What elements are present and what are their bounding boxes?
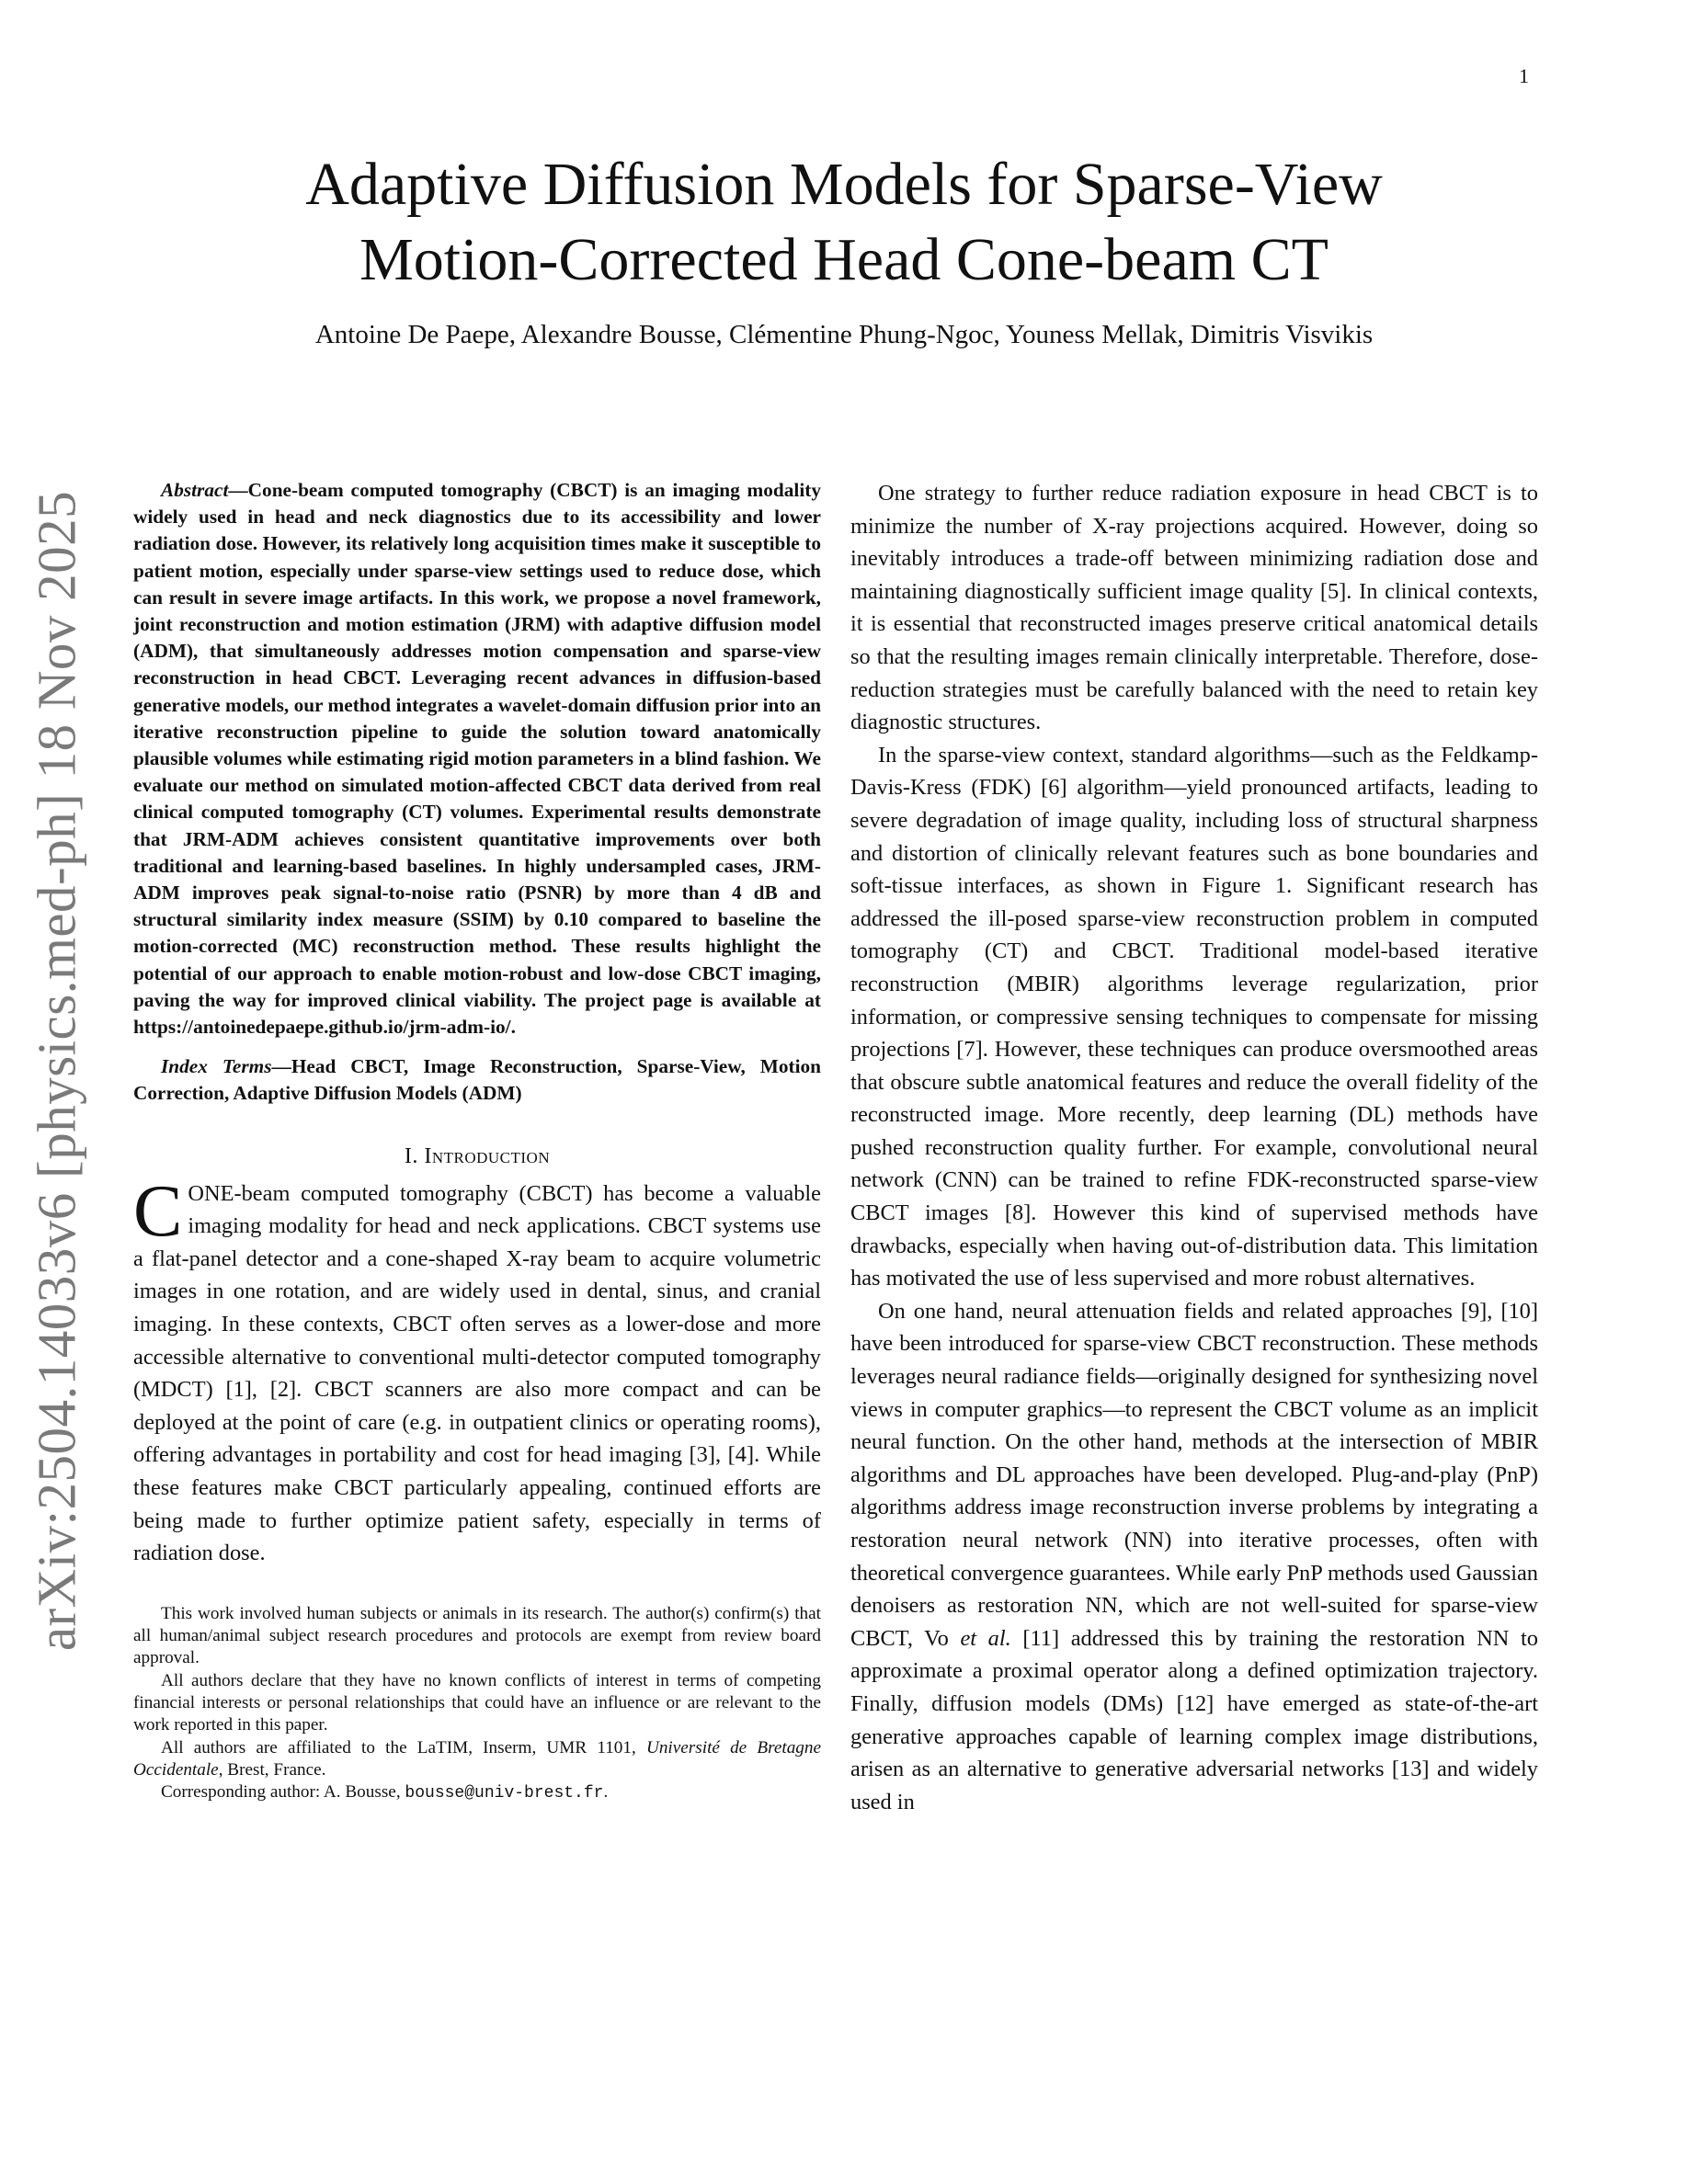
related-methods-text-a: On one hand, neural attenuation fields and related approaches [9], [10] have been introduced for sparse-view CBCT reconstruction. These methods leverages neural radiance fields—originally designed for synthesizing novel views in computer graphics—to represent the CBCT volume as an implicit neural function. On the other hand, methods at the intersection of MBIR algorithms and DL approaches have been developed. Plug-and-play (PnP) algorithms address image reconstruction inverse problems by integrating a restoration neural network (NN) into iterative processes, often with theoretical convergence guarantees. While early PnP methods used Gaussian denoisers as restoration NN, which are not well-suited for sparse-view CBCT, Vo	[850, 1298, 1538, 1651]
footnote-affiliation	[133, 1737, 821, 1782]
abstract-text: Cone-beam computed tomography (CBCT) is an imaging modality widely used in head and neck diagnostics due to its accessibility and lower radiation dose. However, its relatively long acquisition times make it susceptible to patient motion, especially under sparse-view settings used to reduce dose, which can result in severe image artifacts. In this work, we propose a novel framework, joint reconstruction and motion estimation (JRM) with adaptive diffusion model (ADM), that simultaneously addresses motion compensation and sparse-view reconstruction in head CBCT. Leveraging recent advances in diffusion-based generative models, our method integrates a wavelet-domain diffusion prior into an iterative reconstruction pipeline to guide the solution toward anatomically plausible volumes while estimating rigid motion parameters in a blind fashion. We evaluate our method on simulated motion-affected CBCT data derived from real clinical computed tomography (CT) volumes. Experimental results demonstrate that JRM-ADM achieves consistent quantitative improvements over both traditional and learning-based baselines. In highly undersampled cases, JRM-ADM improves peak signal-to-noise ratio (PSNR) by more than 4 dB and structural similarity index measure (SSIM) by 0.10 compared to baseline the motion-corrected (MC) reconstruction method. These results highlight the potential of our approach to enable motion-robust and low-dose CBCT imaging, paving the way for improved clinical viability. The project page is available at https://antoinedepaepe.github.io/jrm-adm-io/.	[133, 479, 821, 1039]
section-heading-introduction: I. Introduction	[404, 1143, 551, 1168]
abstract-dash: —	[228, 479, 248, 501]
et-al: et al.	[960, 1625, 1011, 1651]
footnote-ethics: This work involved human subjects or animals in its research. The author(s) confirm(s) that all human/animal subject research procedures and protocols are exempt from review board approval.	[133, 1603, 821, 1668]
title-line-1: Adaptive Diffusion Models for Sparse-View	[305, 151, 1383, 218]
abstract-label: Abstract	[161, 479, 229, 501]
corresponding-end: .	[603, 1782, 609, 1803]
intro-paragraph-1-text: ONE-beam computed tomography (CBCT) has become a valuable imaging modality for head and neck applications. CBCT systems use a flat-panel detector and a cone-shaped X-ray beam to acquire volumetric images in one rotation, and are widely used in dental, sinus, and cranial imaging. In these contexts, CBCT often serves as a lower-dose and more accessible alternative to conventional multi-detector computed tomography (MDCT) [1], [2]. CBCT scanners are also more compact and can be deployed at the point of care (e.g. in outpatient clinics or operating rooms), offering advantages in portability and cost for head imaging [3], [4]. While these features make CBCT particularly appealing, continued efforts are being made to further optimize patient safety, especially in terms of radiation dose.	[133, 1180, 821, 1566]
intro-paragraph-1	[133, 1170, 821, 1570]
body-paragraph-dose-reduction: One strategy to further reduce radiation exposure in head CBCT is to minimize the number of X-ray projections acquired. However, doing so inevitably introduces a trade-off between minimizing radiation dose and maintaining diagnostically sufficient image quality [5]. In clinical contexts, it is essential that reconstructed images preserve critical anatomical details so that the resulting images remain clinically interpretable. Therefore, dose-reduction strategies must be carefully balanced with the need to retain key diagnostic structures.	[850, 481, 1538, 735]
footnote-conflicts: All authors declare that they have no known conflicts of interest in terms of competing financial interests or personal relationships that could have an influence or are relevant to the work reported in this paper.	[133, 1670, 821, 1735]
title-line-2: Motion-Corrected Head Cone-beam CT	[359, 226, 1329, 293]
paper-title	[0, 147, 1688, 298]
index-terms-dash: —	[271, 1055, 291, 1078]
abstract	[133, 477, 821, 1041]
footnote-corresponding-author	[133, 1781, 821, 1804]
body-paragraph-related-methods	[850, 1295, 1538, 1819]
affiliation-text: All authors are affiliated to the LaTIM, Inserm, UMR 1101,	[161, 1737, 646, 1757]
arxiv-identifier-stamp: arXiv:2504.14033v6 [physics.med-ph] 18 Nov 2025	[26, 490, 87, 1652]
drop-cap: C	[133, 1170, 183, 1252]
corresponding-author-text: Corresponding author: A. Bousse,	[161, 1782, 405, 1803]
affiliation-university: Université de Bretagne Occidentale	[133, 1737, 822, 1780]
footnotes	[133, 1603, 821, 1805]
index-terms-label: Index Terms	[161, 1055, 272, 1078]
affiliation-location: , Brest, France.	[218, 1759, 326, 1780]
corresponding-email-link[interactable]: bousse@univ-brest.fr	[405, 1784, 604, 1803]
right-column	[850, 477, 1538, 1818]
left-column	[133, 477, 821, 1804]
index-terms	[133, 1053, 821, 1107]
related-methods-text-b: [11] addressed this by training the restoration NN to approximate a proximal operator along a defined optimization trajectory. Finally, diffusion models (DMs) [12] have emerged as state-of-the-art generative approaches capable of learning complex image distributions, arisen as an alternative to generative adversarial networks [13] and widely used in	[850, 1625, 1538, 1814]
index-terms-text: Head CBCT, Image Reconstruction, Sparse-View, Motion Correction, Adaptive Diffusion Models (ADM)	[133, 1055, 821, 1105]
body-paragraph-sparse-view: In the sparse-view context, standard algorithms—such as the Feldkamp-Davis-Kress (FDK) [6] algorithm—yield pronounced artifacts, leading to severe degradation of image quality, including loss of structural sharpness and distortion of clinically relevant features such as bone boundaries and soft-tissue interfaces, as shown in Figure 1. Significant research has addressed the ill-posed sparse-view reconstruction problem in computed tomography (CT) and CBCT. Traditional model-based iterative reconstruction (MBIR) algorithms leverage regularization, prior information, or compressive sensing techniques to compensate for missing projections [7]. However, these techniques can produce oversmoothed areas that obscure subtle anatomical features and reduce the overall fidelity of the reconstructed image. More recently, deep learning (DL) methods have pushed reconstruction quality further. For example, convolutional neural network (CNN) can be trained to refine FDK-reconstructed sparse-view CBCT images [8]. However this kind of supervised methods have drawbacks, especially when having out-of-distribution data. This limitation has motivated the use of less supervised and more robust alternatives.	[850, 742, 1538, 1291]
page-number: 1	[1519, 64, 1529, 87]
author-list: Antoine De Paepe, Alexandre Bousse, Clémentine Phung-Ngoc, Youness Mellak, Dimitris Visvikis	[314, 320, 1374, 349]
